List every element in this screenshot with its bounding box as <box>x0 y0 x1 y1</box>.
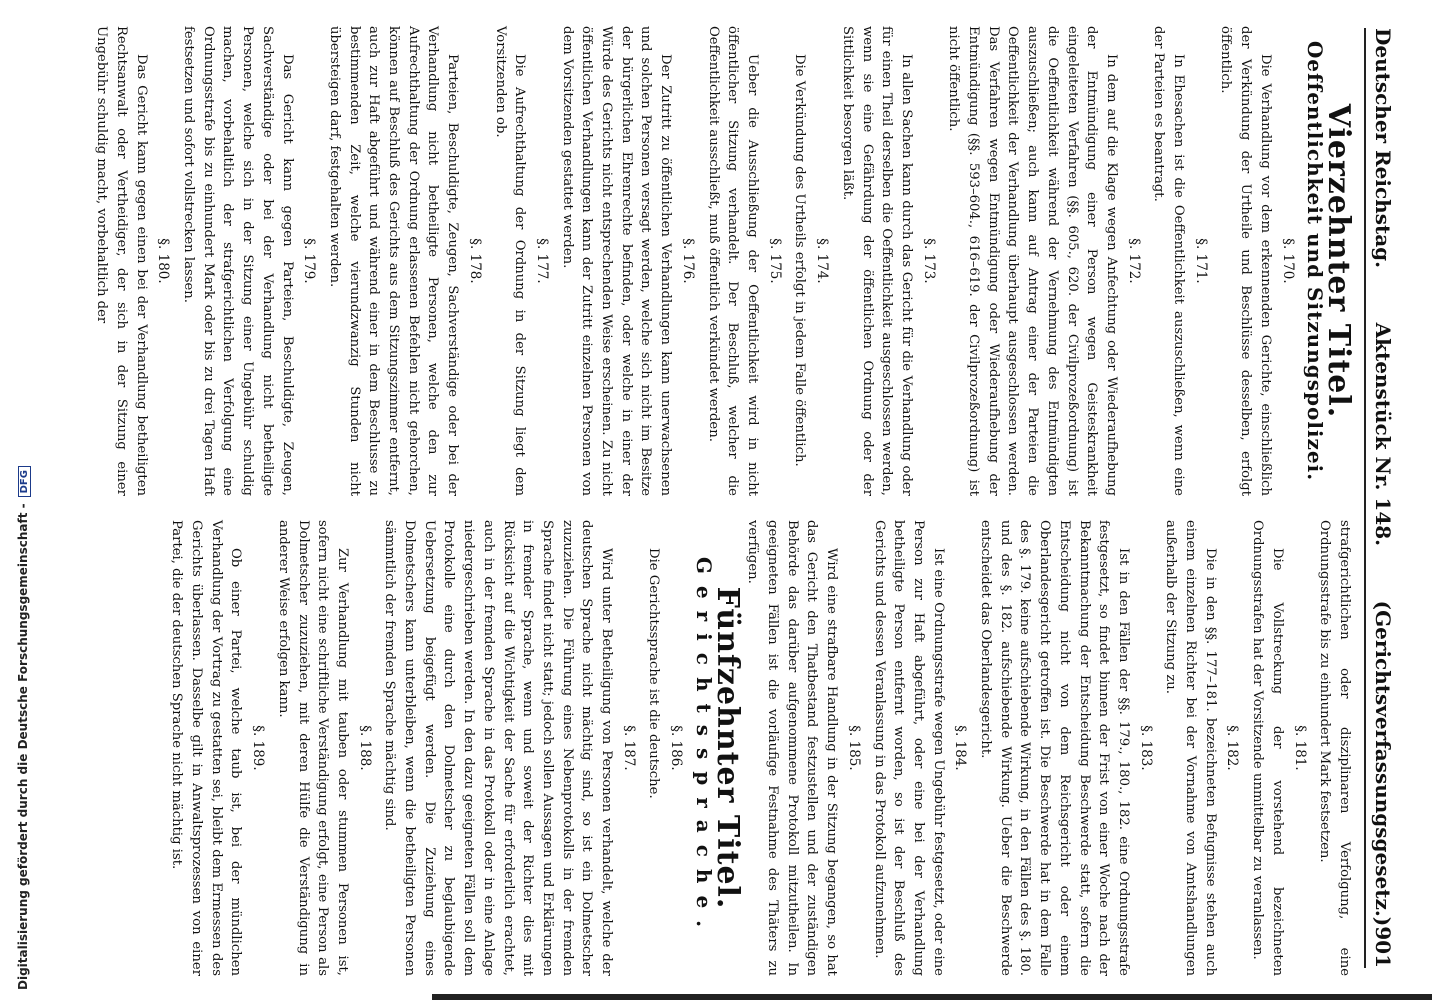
section-text: Ist in den Fällen der §§. 179., 180., 182. eine Ordnungsstrafe festgesetzt, so findet binnen der Frist von einer Woche nach der Bekanntmachung der Entscheidung Beschwerde statt, sofern die Entscheidung nicht von dem Reichsgericht oder einem Oberlandesgericht getroffen ist. Die Beschwerde hat in dem Falle des §. 179. keine aufschiebende Wirkung, in den Fällen des §. 180. und des §. 182. aufschiebende Wirkung. Ueber die Beschwerde entscheidet das Oberlandesgericht. <box>978 520 1131 976</box>
section-text: Wird unter Betheiligung von Personen verhandelt, welche der deutschen Sprache nicht mächtig sind, so ist ein Dolmetscher zuzuziehen. Die Führung eines Nebenprotokolls in der fremden Sprache findet nicht statt; jedoch sollen Aussagen und Erklärungen in fremder Sprache, wenn und soweit der Richter dies mit Rücksicht auf die Wichtigkeit der Sache für erforderlich erachtet, auch in der fremden Sprache in das Protokoll oder in eine Anlage niedergeschrieben werden. In den dazu geeigneten Fällen soll dem Protokolle eine durch den Dolmetscher zu beglaubigende Uebersetzung beigefügt werden. Die Zuziehung eines Dolmetschers kann unterbleiben, wenn die betheiligten Personen sämmtlich der fremden Sprache mächtig sind. <box>382 520 615 976</box>
section-number: §. 189. <box>250 725 267 771</box>
section-number: §. 183. <box>1137 725 1154 771</box>
title-fourteen: Vierzehnter Titel. <box>1321 103 1356 419</box>
section-text: Die Aufrechthaltung der Ordnung in der Sitzung liegt dem Vorsitzenden ob. <box>492 26 528 496</box>
section-text: In allen Sachen kann durch das Gericht für die Verhandlung oder für einen Theil derselben die Oeffentlichkeit ausgeschlossen werden, wenn sie eine Gefährdung der öffentlichen Ordnung oder der Sittlichkeit besorgen läßt. <box>839 26 914 496</box>
section-number: §. 175. <box>766 238 783 284</box>
page-number: 901 <box>1371 926 1395 968</box>
section-text: Ist eine Ordnungsstrafe wegen Ungebühr festgesetzt, oder eine Person zur Haft abgeführt, oder eine bei der Verhandlung betheiligte Person entfernt worden, so ist der Beschluß des Gerichts und dessen Veranlassung in das Protokoll aufzunehmen. <box>871 520 946 976</box>
section-number: §. 178. <box>466 238 483 284</box>
section-number: §. 187. <box>620 725 637 771</box>
section-text: Ueber die Ausschließung der Oeffentlichkeit wird in nicht öffentlicher Sitzung verhandelt. Der Beschluß, welcher die Oeffentlichkeit ausschließt, muß öffentlich verkündet werden. <box>705 26 761 496</box>
section-text: Der Zutritt zu öffentlichen Verhandlungen kann unerwachsenen und solchen Personen versagt werden, welche sich nicht im Besitze der bürgerlichen Ehrenrechte befinden, oder welche in einer der Würde des Gerichts nicht entsprechenden Weise erscheinen. Zu nicht öffentlichen Verhandlungen kann der Zutritt einzelnen Personen von dem Vorsitzenden gestattet werden. <box>559 26 674 496</box>
section-number: §. 170. <box>1279 238 1296 284</box>
left-sections <box>92 26 1297 496</box>
dfg-credit: Digitalisierung gefördert durch die Deutsche Forschungsgemeinschaft -DFG <box>16 466 31 990</box>
section-number: §. 188. <box>356 725 373 771</box>
subtitle-court-language: Gerichtssprache. <box>691 556 716 940</box>
section-number: §. 172. <box>1125 238 1142 284</box>
section-number: §. 184. <box>952 725 969 771</box>
right-sections-b <box>167 520 686 976</box>
section-text: Die Verkündung des Urtheils erfolgt in jedem Falle öffentlich. <box>792 54 808 467</box>
section-number: §. 179. <box>301 238 318 284</box>
section-number: §. 182. <box>1224 725 1241 771</box>
right-sections-a <box>743 520 1309 976</box>
subtitle-publicity: Oeffentlichkeit und Sitzungspolizei. <box>1303 40 1328 482</box>
section-text: Die in den §§. 177–181. bezeichneten Befugnisse stehen auch einem einzelnen Richter bei der Vornahme von Amtshandlungen außerhalb der Sitzung zu. <box>1163 520 1218 976</box>
section-number: §. 185. <box>845 725 862 771</box>
section-number: §. 171. <box>1192 238 1209 284</box>
section-text: Ob einer Partei, welche taub ist, bei der mündlichen Verhandlung der Vortrag zu gestatten sei, bleibt dem Ermessen des Gerichts überlassen. Dasselbe gilt in Anwaltsprozessen von einer Partei, die der deutschen Sprache nicht mächtig ist. <box>169 520 244 976</box>
section-number: §. 174. <box>814 238 831 284</box>
section-number: §. 180. <box>155 238 172 284</box>
section-text: Das Gericht kann gegen Parteien, Beschuldigte, Zeugen, Sachverständige oder bei der Verhandlung nicht betheiligte Personen, welche sich in der Sitzung einer Ungebühr schuldig machen, vorbehaltlich der strafgerichtlichen Verfolgung eine Ordnungsstrafe bis zu einhundert Mark oder bis zu drei Tagen Haft festsetzen und sofort vollstrecken lassen. <box>181 26 295 496</box>
running-header <box>1364 28 1400 968</box>
header-right: (Gerichtsverfassungsgesetz.) <box>1371 600 1395 927</box>
continuation-text: strafgerichtlichen oder disziplinaren Verfolgung, eine Ordnungsstrafe bis zu einhundert Mark festsetzen. <box>1317 520 1352 976</box>
section-number: §. 177. <box>533 238 550 284</box>
section-number: §. 186. <box>668 725 685 771</box>
right-column <box>0 520 1354 976</box>
section-number: §. 181. <box>1291 725 1308 771</box>
section-number: §. 176. <box>679 238 696 284</box>
section-text: In dem auf die Klage wegen Anfechtung oder Wiederaufhebung der Entmündigung einer Person wegen Geisteskrankheit eingeleiteten Verfahren (§§. 605., 620. der Civilprozeßordnung) ist die Oeffentlichkeit während der Vernehmung des Entmündigten auszuschließen; auch kann auf Antrag einer der Parteien die Oeffentlichkeit der Verhandlung überhaupt ausgeschlossen werden. Das Verfahren wegen Entmündigung oder Wiederaufhebung der Entmündigung (§§. 593–604., 616–619. der Civilprozeßordnung) ist nicht öffentlich. <box>946 26 1119 496</box>
left-column <box>0 26 1354 496</box>
section-text: Die Verhandlung vor dem erkennenden Gerichte, einschließlich der Verkündung der Urtheile und Beschlüsse desselben, erfolgt öffentlich. <box>1218 26 1273 496</box>
header-middle: Aktenstück Nr. 148. <box>1371 322 1395 547</box>
section-text: Die Gerichtssprache ist die deutsche. <box>646 548 662 799</box>
section-text: In Ehesachen ist die Oeffentlichkeit auszuschließen, wenn eine der Parteien es beantragt. <box>1151 26 1187 496</box>
header-left: Deutscher Reichstag. <box>1371 28 1395 269</box>
section-text: Zur Verhandlung mit tauben oder stummen Personen ist, sofern nicht eine schriftliche Verständigung erfolgt, eine Person als Dolmetscher zuzuziehen, mit deren Hülfe die Verständigung in anderer Weise erfolgen kann. <box>275 520 350 976</box>
section-text: Das Gericht kann gegen einen bei der Verhandlung betheiligten Rechtsanwalt oder Vertheidiger, der sich in der Sitzung einer Ungebühr schuldig macht, vorbehaltlich der <box>94 26 149 496</box>
section-text: Wird eine strafbare Handlung in der Sitzung begangen, so hat das Gericht den Thatbestand festzustellen und der zuständigen Behörde das darüber aufgenommene Protokoll mitzutheilen. In geeigneten Fällen ist die vorläufige Festnahme des Thäters zu verfügen. <box>745 520 840 976</box>
section-number: §. 173. <box>920 238 937 284</box>
section-text: Parteien, Beschuldigte, Zeugen, Sachverständige oder bei der Verhandlung nicht betheiligte Personen, welche den zur Aufrechthaltung der Ordnung erlassenen Befehlen nicht gehorchen, können auf Beschluß des Gerichts aus dem Sitzungszimmer entfernt, auch zur Haft abgeführt und während einer in dem Beschlusse zu bestimmenden Zeit, welche vierundzwanzig Stunden nicht übersteigen darf, festgehalten werden. <box>326 26 461 496</box>
title-fifteen: Fünfzehnter Titel. <box>709 586 745 910</box>
scan-border <box>432 994 1432 1000</box>
section-text: Die Vollstreckung der vorstehend bezeichneten Ordnungsstrafen hat der Vorsitzende unmittelbar zu veranlassen. <box>1250 520 1285 976</box>
dfg-logo: DFG <box>18 466 31 497</box>
